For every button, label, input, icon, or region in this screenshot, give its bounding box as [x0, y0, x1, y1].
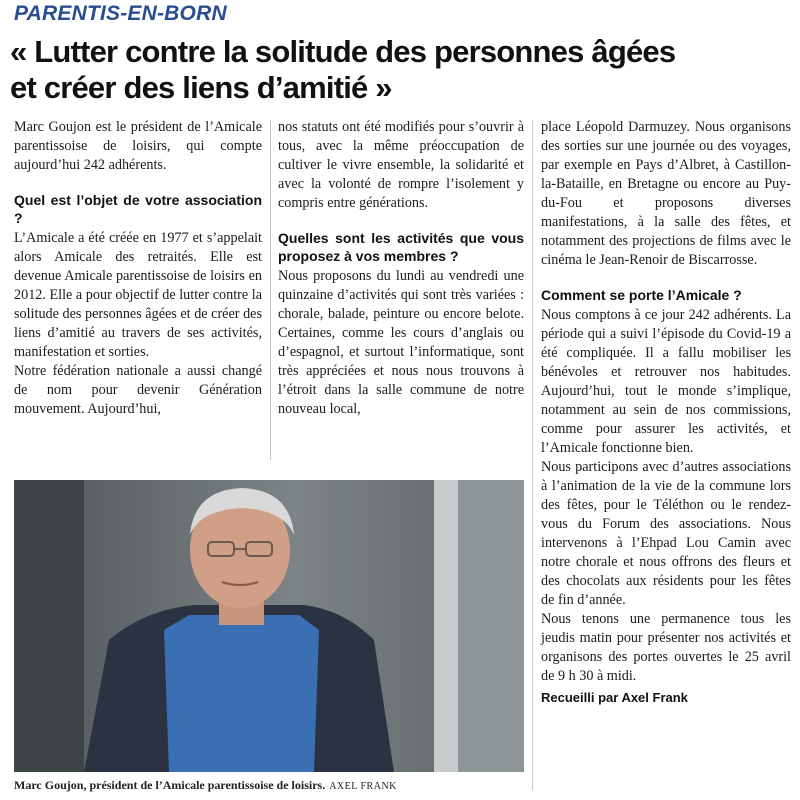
- portrait-photo: [14, 480, 524, 772]
- section-kicker: PARENTIS-EN-BORN: [14, 2, 227, 25]
- question-heading: Comment se porte l’Amicale ?: [541, 287, 742, 303]
- question-heading: Quel est l’objet de votre association ?: [14, 192, 262, 226]
- answer-paragraph: nos statuts ont été modifiés pour s’ouvrir à tous, avec la même préoccupation de cultiver le vivre ensemble, la solidarité et avec la volonté de rompre l’isolement y compris entre générations.: [278, 119, 524, 211]
- article-column-3: [541, 118, 791, 707]
- answer-paragraph: Nous tenons une permanence tous les jeudis matin pour présenter nos activités et organisons des portes ouvertes le 25 avril de 9 h 30 à midi.: [541, 611, 791, 684]
- photo-caption: [14, 778, 534, 793]
- question-heading: Quelles sont les activités que vous proposez à vos membres ?: [278, 230, 524, 264]
- article-headline: « Lutter contre la solitude des personnes âgées et créer des liens d’amitié »: [10, 34, 676, 105]
- column-divider: [532, 120, 533, 790]
- article-column-2: [278, 118, 524, 419]
- article-column-1: [14, 118, 262, 419]
- portrait-illustration: [14, 480, 524, 772]
- caption-text: Marc Goujon, président de l’Amicale parentissoise de loisirs.: [14, 778, 326, 792]
- answer-paragraph: L’Amicale a été créée en 1977 et s’appelait alors Amicale des retraités. Elle est devenue Amicale parentissoise de loisirs en 2012. Elle a pour objectif de lutter contre la solitude des personnes âgées et de créer des liens d’amitié au travers de ses activités, manifestation et sorties.: [14, 230, 262, 360]
- intro-paragraph: Marc Goujon est le président de l’Amicale parentissoise de loisirs, qui compte aujourd’hui 242 adhérents.: [14, 119, 262, 173]
- answer-paragraph: Nous proposons du lundi au vendredi une quinzaine d’activités qui sont très variées : chorale, balade, peinture ou encore belote. Certaines, comme les cours d’anglais ou d’espagnol, et surtout l’informatique, sont très appréciées et nous nous trouvons à l’étroit dans la salle commune de notre nouveau local,: [278, 268, 524, 417]
- photo-credit: AXEL FRANK: [329, 781, 397, 792]
- interview-signature: Recueilli par Axel Frank: [541, 690, 688, 705]
- answer-paragraph: Nous comptons à ce jour 242 adhérents. La période qui a suivi l’épisode du Covid-19 a été compliquée. Il a fallu mobiliser les bénévoles et retrouver nos habitudes. Aujourd’hui, tout le monde s’implique, notamment au sein de nos commissions, comme pour assurer les activités, et l’Amicale fonctionne bien.: [541, 307, 791, 456]
- answer-paragraph: place Léopold Darmuzey. Nous organisons des sorties sur une journée ou des voyages, par exemple en Pays d’Albret, à Castillon-la-Bataille, en Bretagne ou encore au Puy-du-Fou et proposons diverses manifestations, à la salle des fêtes, et notamment des projections de films avec le cinéma le Jean-Renoir de Biscarrosse.: [541, 119, 791, 268]
- column-divider: [270, 120, 271, 460]
- answer-paragraph: Nous participons avec d’autres associations à l’animation de la vie de la commune lors des fêtes, pour le Téléthon ou le rendez-vous du Forum des associations. Nous intervenons à l’Ehpad Lou Camin avec notre chorale et nous offrons des fleurs et des chocolats aux résidents pour les fêtes de fin d’année.: [541, 459, 791, 608]
- answer-paragraph: Notre fédération nationale a aussi changé de nom pour devenir Génération mouvement. Aujourd’hui,: [14, 363, 262, 417]
